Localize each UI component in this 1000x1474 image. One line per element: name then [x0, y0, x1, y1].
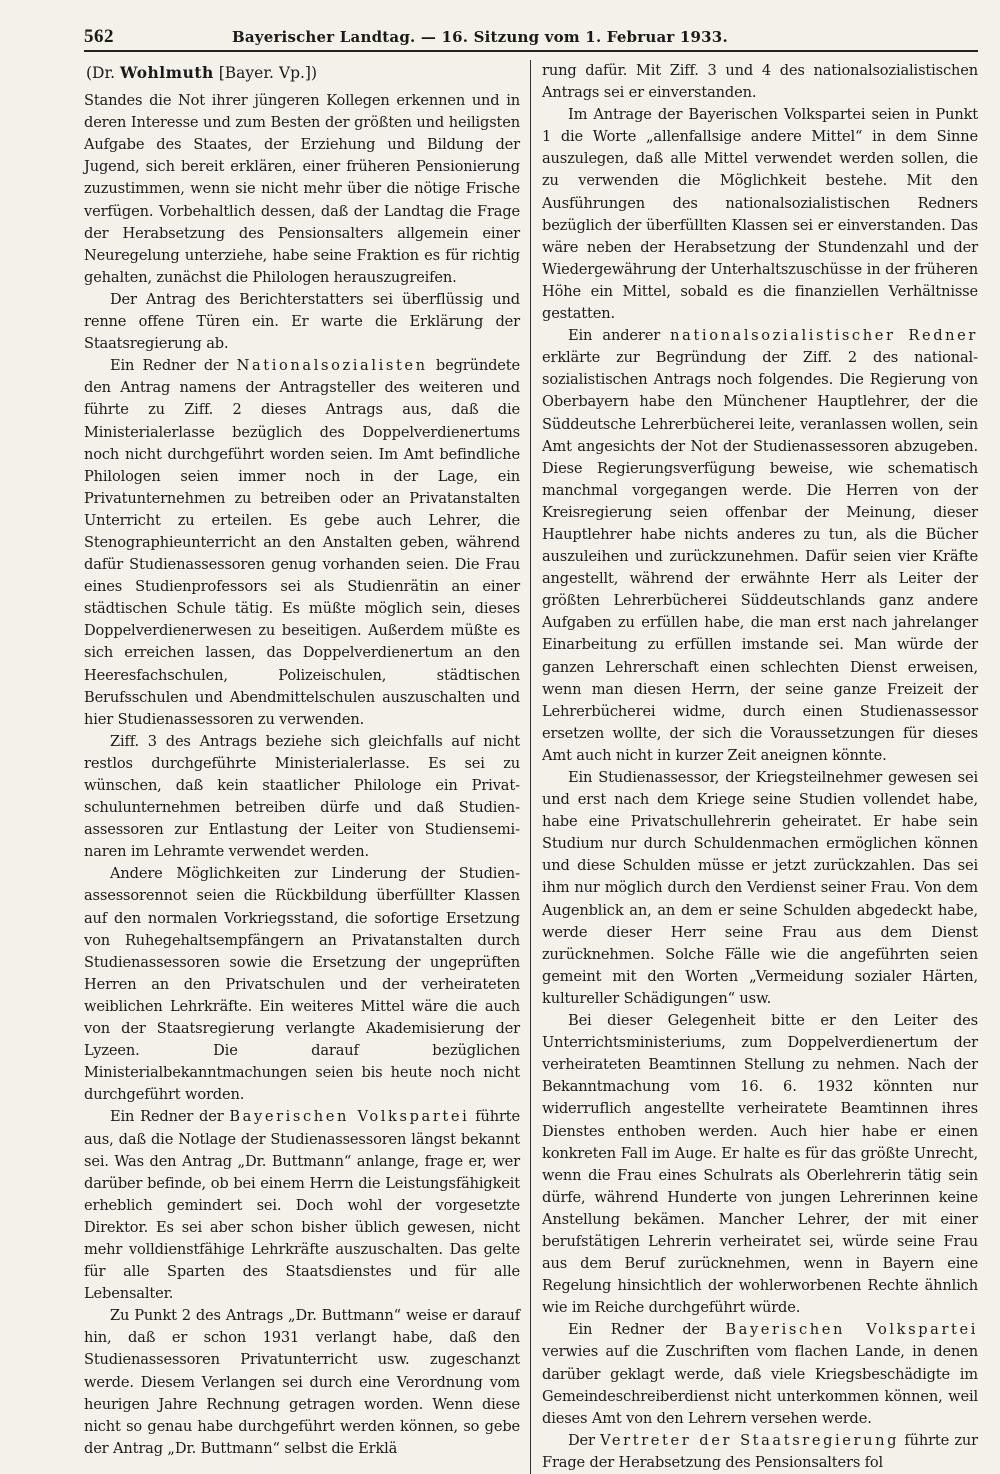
speaker-open: (Dr.: [86, 64, 121, 82]
text-run: Ein Redner der: [110, 357, 237, 375]
spaced-text: Vertreter der Staatsregierung: [600, 1431, 900, 1449]
spaced-text: Bayerischen Volkspartei: [229, 1108, 470, 1126]
spaced-text: nationalsozialistischer Redner: [670, 327, 978, 345]
paragraph: [84, 1106, 520, 1305]
text-run: begründete den Antrag namens der Antragsteller des weiteren und führte zu Ziff. 2 dieses Antrags aus, daß die Ministerialerlasse bezüglich des Doppelverdienertums noch nicht durchgeführt worden seien. Im Amt befindliche Philologen seien immer noch in der Lage, ein Privatunternehmen zu betreiben oder an Privatanstalten Unterricht zu erteilen. Es gebe auch Lehrer, die Stenographieunterricht an den Anstalten geben, während dafür Studienassessoren genug vorhanden seien. Die Frau eines Studienprofessors sei als Studienrätin an einer städtischen Schule tätig. Es müßte möglich sein, dieses Doppelverdienerwesen zu beseitigen. Außerdem müßte es sich erreichen lassen, das Doppelverdienertum an den Heeresfachschulen, Polizeischulen, städtischen Berufsschulen und Abendmittelschulen auszuschalten und hier Studienassessoren zu verwenden.: [84, 357, 520, 728]
right-column: [530, 60, 978, 1474]
paragraph: Der Antrag des Berichterstatters sei überflüssig und renne offene Türen ein. Er warte die Erklärung der Staatsregierung ab.: [84, 290, 520, 353]
paragraph: [542, 325, 978, 767]
text-run: Ein Redner der: [568, 1321, 726, 1339]
paragraph: Bei dieser Gelegenheit bitte er den Leiter des Unterrichtsministeriums, zum Doppelverdienertum der verheirateten Beamtinnen Stellung zu nehmen. Nach der Bekanntmachung vom 16. 6. 1932 könnten nur widerruflich angestellte verheiratete Beamtinnen ihres Dienstes enthoben werden. Auch hier habe er einen konkreten Fall im Auge. Er halte es für das größte Unrecht, wenn die Frau eines Schulrats als Oberlehrerin tätig sein dürfe, während Hunderte von jungen Lehrerinnen keine Anstellung bekämen. Mancher Lehrer, der mit einer berufstätigen Lehrerin verheiratet sei, würde seine Frau aus dem Beruf zurücknehmen, wenn in Bayern eine Regelung hinsichtlich der wohlerworbenen Rechte ähnlich wie im Reiche durchgeführt würde.: [542, 1012, 978, 1317]
paragraph: [542, 1319, 978, 1429]
speaker-party: [Bayer. Vp.]): [213, 64, 318, 82]
text-run: Ein Redner der: [110, 1108, 230, 1126]
running-head: Bayerischer Landtag. — 16. Sitzung vom 1. Februar 1933.: [232, 28, 728, 46]
text-run: führte aus, daß die Notlage der Studienassessoren längst bekannt sei. Was den Antrag „Dr. Buttmann“ anlange, frage er, wer darüber befinde, ob bei einem Herrn die Leistungsfähigkeit erheblich gemindert sei. Doch wohl der vorgesetzte Direktor. Es sei aber schon bisher üblich gewesen, nicht mehr volldienstfähige Lehrkräfte auszuschalten. Das gelte für alle Sparten des Staatsdienstes und für alle Lebensalter.: [84, 1108, 520, 1303]
paragraph: Ziff. 3 des Antrags beziehe sich gleichfalls auf nicht restlos durchgeführte Ministerialerlasse. Es sei zu wünschen, daß kein staatlicher Philologe ein Privatschulunternehmen betreiben dürfe und daß Studienassessoren zur Entlastung der Leiter von Studienseminaren im Lehramte verwendet werden.: [84, 732, 520, 861]
left-column: [84, 60, 530, 1474]
paragraph: Ein Studienassessor, der Kriegsteilnehmer gewesen sei und erst nach dem Kriege seine Studien vollendet habe, habe eine Privatschullehrerin geheiratet. Er habe sein Studium nur durch Schuldenmachen ermöglichen können und diese Schulden müsse er jetzt zurückzahlen. Das sei ihm nur möglich durch den Verdienst seiner Frau. Von dem Augenblick an, an dem er seine Schulden abgedeckt habe, werde dieser Herr seine Frau aus dem Dienst zurücknehmen. Solche Fälle wie die angeführten seien gemeint mit den Worten „Vermeidung sozialer Härten, kultureller Schädigungen“ usw.: [542, 769, 978, 1007]
speaker-line: [86, 62, 520, 84]
text-run: verwies auf die Zuschriften vom flachen Lande, in denen darüber geklagt werde, daß viele Kriegsbeschädigte im Gemeindeschreiberdienst nicht unterkommen können, weil dieses Amt von den Lehrern versehen werde.: [542, 1343, 978, 1427]
paragraph: Standes die Not ihrer jüngeren Kollegen erkennen und in deren Interesse und zum Besten der größten und heiligsten Aufgabe des Staates, der Erziehung und Bildung der Jugend, sich bereit erklären, einer früheren Pensionierung zuzustimmen, wenn sie nicht mehr über die nötige Frische verfügen. Vorbehaltlich dessen, daß der Landtag die Frage der Herabsetzung des Pensionsalters allgemein einer Neuregelung unterziehe, habe seine Fraktion es für richtig gehalten, zunächst die Philologen herauszugreifen.: [84, 92, 520, 286]
page-number: 562: [84, 26, 114, 47]
paragraph: [542, 1430, 978, 1474]
paragraph: Andere Möglichkeiten zur Linderung der Studienassessorennot seien die Rückbildung überfüllter Klassen auf den normalen Vorkriegsstand, die sofortige Ersetzung von Ruhegehaltsempfängern an Privatanstalten durch Studienassessoren sowie die Ersetzung der ungeprüften Herren an den Privatschulen und der verheirateten weiblichen Lehrkräfte. Ein weiteres Mittel wäre die auch von der Staatsregierung verlangte Akademisierung der Lyzeen. Die darauf bezüglichen Ministerialbekanntmachungen seien bis heute noch nicht durchgeführt worden.: [84, 865, 520, 1104]
paragraph: [84, 355, 520, 731]
text-run: Ein anderer: [568, 327, 671, 345]
paragraph: Im Antrage der Bayerischen Volkspartei seien in Punkt 1 die Worte „allenfallsige andere Mittel“ in dem Sinne auszulegen, daß alle Mittel verwendet werden sollen, die zu verwenden die Möglichkeit bestehe. Mit den Ausführungen des nationalsozialistischen Redners bezüglich der überfüllten Klassen sei er einverstanden. Das wäre neben der Herabsetzung der Stundenzahl und der Wiedergewährung der Unterhaltszuschüsse in der früheren Höhe ein Mittel, sobald es die finanziellen Verhältnisse gestatten.: [542, 106, 978, 323]
paragraph: Zu Punkt 2 des Antrags „Dr. Buttmann“ weise er darauf hin, daß er schon 1931 verlangt habe, daß den Studienassessoren Privatunterricht usw. zugeschanzt werde. Diesem Verlangen sei durch eine Verordnung vom heurigen Jahre Rechnung getragen worden. Wenn diese nicht so genau habe durchgeführt werden können, so gebe der Antrag „Dr. Buttmann“ selbst die Erklä: [84, 1307, 520, 1457]
text-run: führte zur Frage der Herabsetzung des Pensionsalters fol: [542, 1431, 978, 1471]
spaced-text: Nationalsozialisten: [236, 357, 428, 375]
page-header: [84, 26, 978, 52]
text-columns: [84, 60, 978, 1474]
text-run: Der: [568, 1431, 601, 1449]
text-run: erklärte zur Begründung der Ziff. 2 des nationalsozialistischen Antrags noch folgendes. Die Regierung von Oberbayern habe den Münchener Hauptlehrer, der die Süddeutsche Lehrerbücherei leite, veranlassen wollen, sein Amt angesichts der Not der Studienassessoren abzugeben. Diese Regierungsverfügung beweise, wie schematisch manchmal vorgegangen werde. Die Herren von der Kreisregierung seien offenbar der Meinung, dieser Hauptlehrer habe nichts anderes zu tun, als die Bücher auszuleihen und zurückzunehmen. Dafür seien vier Kräfte angestellt, während der erwähnte Herr als Leiter der größten Lehrerbücherei Süddeutschlands ganz andere Aufgaben zu erfüllen habe, die man erst nach jahrelanger Einarbeitung zu erfüllen imstande sei. Man würde der ganzen Lehrerschaft einen schlechten Dienst erweisen, wenn man diesen Herrn, der seine ganze Freizeit der Lehrerbücherei widme, durch einen Studienassessor ersetzen wollte, der sich die Voraussetzungen für dieses Amt auch nicht in kurzer Zeit aneignen könnte.: [542, 349, 978, 764]
spaced-text: Bayerischen Volkspartei: [725, 1321, 978, 1339]
speaker-name: Wohlmuth: [120, 63, 214, 82]
paragraph: rung dafür. Mit Ziff. 3 und 4 des nationalsozialistischen Antrags sei er einverstanden.: [542, 62, 978, 102]
